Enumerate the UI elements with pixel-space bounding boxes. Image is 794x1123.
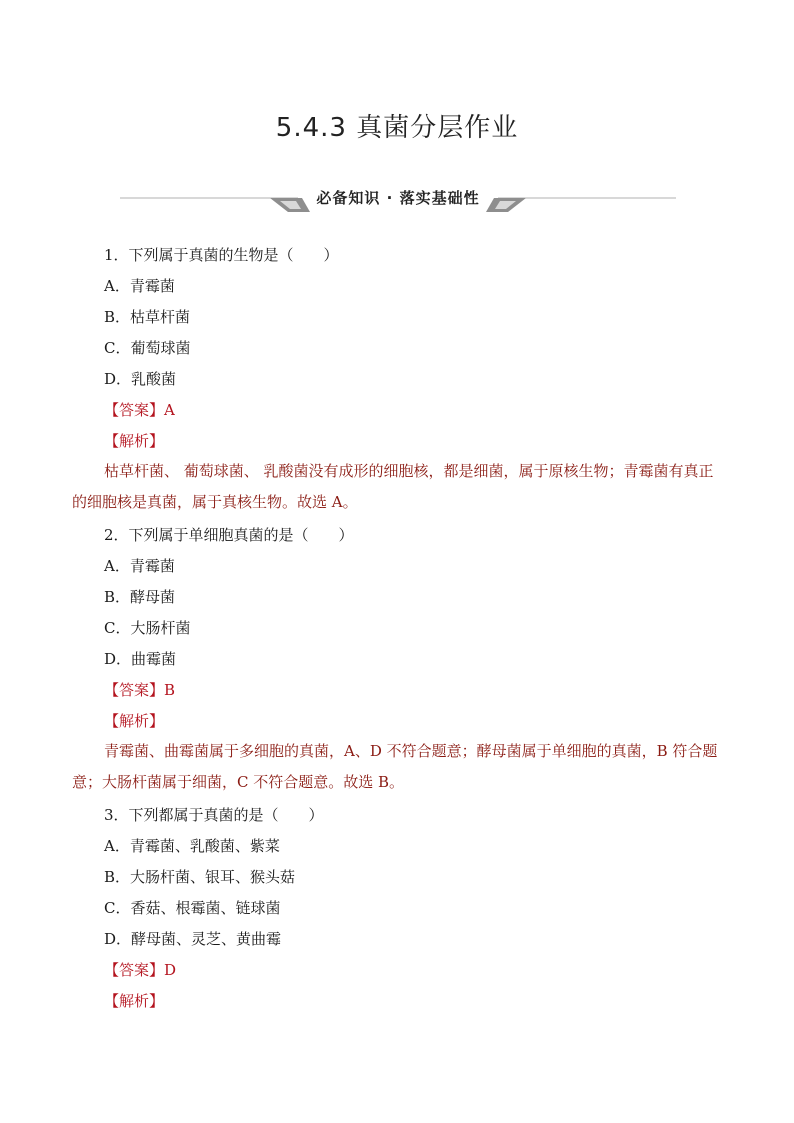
question-3-option-d: D．酵母菌、灵芝、黄曲霉	[104, 930, 282, 948]
answer-value: B	[164, 681, 176, 699]
question-1-option-b: B．枯草杆菌	[104, 308, 191, 326]
section-banner	[120, 184, 676, 216]
question-3-option-c: C．香菇、根霉菌、链球菌	[104, 899, 281, 917]
question-3-answer	[104, 960, 176, 980]
answer-label: 【答案】	[104, 681, 165, 699]
answer-label: 【答案】	[104, 401, 165, 419]
question-3-stem: 3．下列都属于真菌的是（ ）	[104, 806, 324, 824]
question-1-option-a: A．青霉菌	[104, 277, 175, 295]
question-2-option-c: C．大肠杆菌	[104, 619, 191, 637]
page-title: 5.4.3 真菌分层作业	[275, 113, 519, 143]
answer-value: D	[164, 961, 177, 979]
question-2-explanation: 青霉菌、曲霉菌属于多细胞的真菌，A、D 不符合题意；酵母菌属于单细胞的真菌，B 符合题意；大肠杆菌属于细菌，C 不符合题意。故选 B。	[72, 742, 718, 791]
question-1-answer	[104, 400, 175, 420]
answer-value: A	[164, 401, 175, 419]
question-2-answer	[104, 680, 175, 700]
question-2-option-a: A．青霉菌	[104, 557, 175, 575]
question-3-option-b: B．大肠杆菌、银耳、猴头菇	[104, 868, 296, 886]
question-1-stem: 1．下列属于真菌的生物是（ ）	[104, 246, 339, 264]
question-2-option-b: B．酵母菌	[104, 588, 176, 606]
question-2-explain-label: 【解析】	[104, 712, 165, 730]
question-2-option-d: D．曲霉菌	[104, 650, 177, 668]
question-1-explanation: 枯草杆菌、 葡萄球菌、 乳酸菌没有成形的细胞核，都是细菌，属于原核生物；青霉菌有真正的细胞核是真菌，属于真核生物。故选 A。	[72, 462, 714, 511]
section-label: 必备知识 · 落实基础性	[316, 189, 480, 207]
question-1-explain-label: 【解析】	[104, 432, 165, 450]
answer-label: 【答案】	[104, 961, 165, 979]
question-3-option-a: A．青霉菌、乳酸菌、紫菜	[104, 837, 280, 855]
question-1-option-c: C．葡萄球菌	[104, 339, 191, 357]
question-1-option-d: D．乳酸菌	[104, 370, 177, 388]
question-2-stem: 2．下列属于单细胞真菌的是（ ）	[104, 526, 354, 544]
question-3-explain-label: 【解析】	[104, 992, 165, 1010]
